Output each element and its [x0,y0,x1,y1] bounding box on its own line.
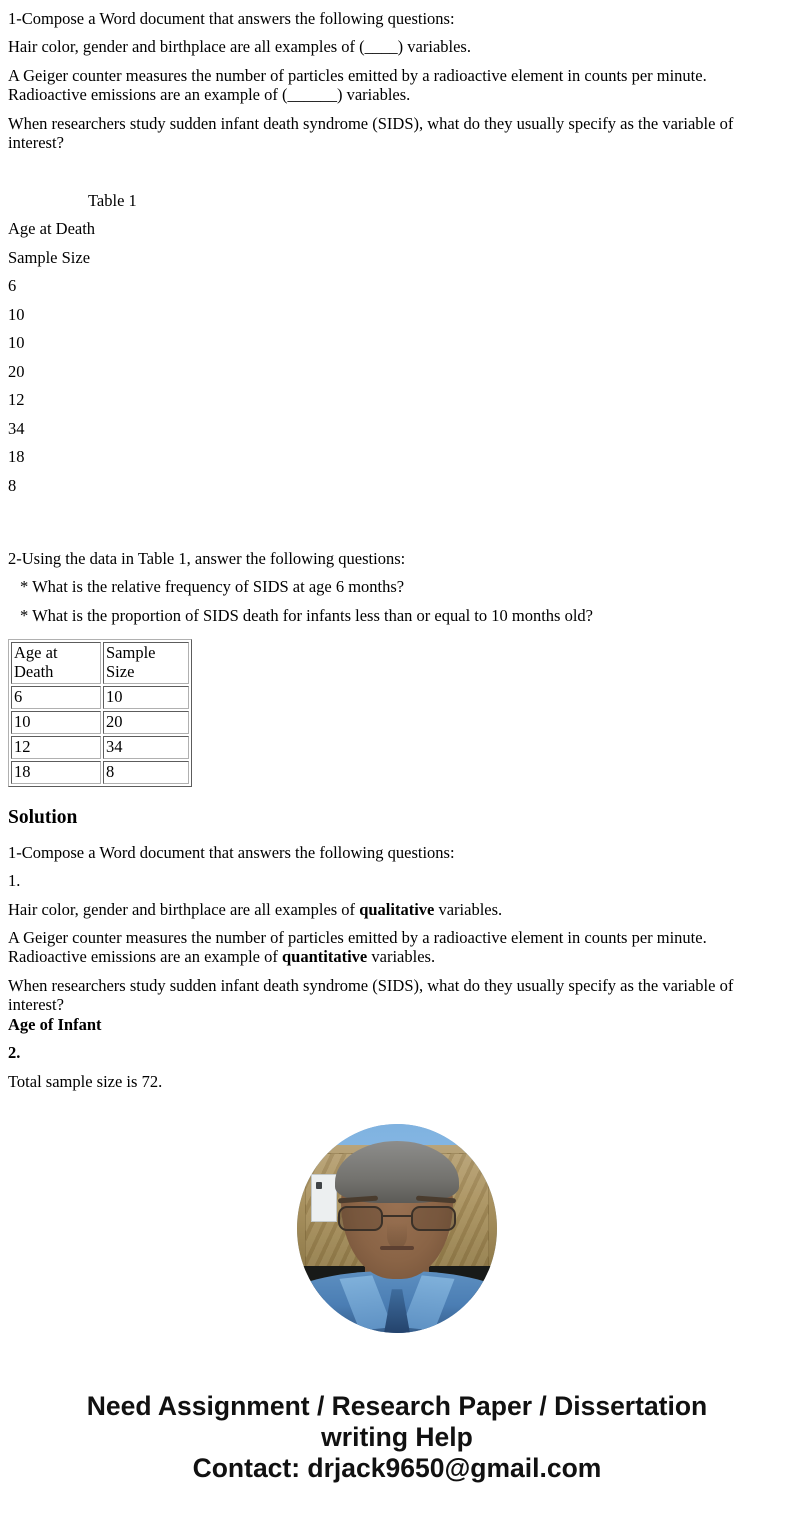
spacer [0,504,794,540]
photo-mouth [380,1246,414,1250]
table1-caption: Table 1 [88,190,137,210]
table1-value: 6 [8,276,17,296]
table-header-cell: Sample Size [103,642,189,684]
sids-data-table [8,639,192,787]
table-cell-age: 18 [11,761,101,784]
solution-answer-1 [0,900,794,919]
solution-item-1-number: 1. [8,871,21,891]
answer-1-suffix: variables. [434,899,503,919]
table-row [11,761,189,784]
table-cell-age: 6 [11,686,101,709]
profile-photo [297,1124,497,1333]
table1-value: 8 [8,475,17,495]
photo-background-switch [311,1174,337,1222]
prompt-question-3: When researchers study sudden infant death syndrome (SIDS), what do they usually specify as the variable of interest? [8,113,734,153]
answer-1-prefix: Hair color, gender and birthplace are all examples of [8,899,360,919]
item-2-number-text: 2. [8,1043,21,1063]
table-cell-sample: 20 [103,711,189,734]
footer-contact-email[interactable]: Contact: drjack9650@gmail.com [192,1452,602,1483]
table1-value: 10 [8,304,25,324]
solution-item-2-number [0,1043,794,1062]
document-page [0,9,794,1484]
prompt-intro: 1-Compose a Word document that answers the following questions: [8,9,455,28]
answer-1-keyword: qualitative [359,899,435,919]
question2-intro: 2-Using the data in Table 1, answer the following questions: [8,548,406,568]
photo-glasses-bridge [383,1215,411,1218]
table-cell-sample: 8 [103,761,189,784]
solution-answer-3 [0,976,794,1034]
photo-lens-left [338,1206,383,1231]
answer-3-keyword: Age of Infant [8,1014,102,1034]
solution-intro: 1-Compose a Word document that answers the following questions: [8,842,455,862]
answer-2-keyword: quantitative [282,947,368,967]
table1-value: 34 [8,418,25,438]
photo-lens-right [411,1206,456,1231]
table-header-row [11,642,189,684]
answer-3-question: When researchers study sudden infant death syndrome (SIDS), what do they usually specify as the variable of interest? [8,975,734,1015]
table-row [11,711,189,734]
table-cell-age: 12 [11,736,101,759]
footer-line-2: writing Help [321,1422,473,1453]
solution-answer-4: Total sample size is 72. [8,1071,163,1091]
answer-2-prefix: A Geiger counter measures the number of particles emitted by a radioactive element in counts per minute. Radioactive emissions are an example of [8,928,707,967]
profile-photo-container [0,1124,794,1333]
table-cell-sample: 10 [103,686,189,709]
prompt-question-2: A Geiger counter measures the number of particles emitted by a radioactive element in counts per minute. Radioactive emissions are an example of (______) variables. [8,65,707,105]
table-row [11,736,189,759]
question2-bullet: * What is the proportion of SIDS death for infants less than or equal to 10 months old? [20,605,593,625]
table1-value: 20 [8,361,25,381]
answer-2-suffix: variables. [367,947,436,967]
spacer [0,162,794,182]
table1-value: 18 [8,447,25,467]
table-cell-age: 10 [11,711,101,734]
footer-line-1: Need Assignment / Research Paper / Dissertation [86,1391,708,1422]
table-cell-sample: 34 [103,736,189,759]
question2-bullet: * What is the relative frequency of SIDS at age 6 months? [20,577,405,597]
solution-heading: Solution [8,807,78,829]
table1-label-age: Age at Death [8,219,96,239]
prompt-question-1: Hair color, gender and birthplace are all examples of (____) variables. [8,37,471,57]
table-header-cell: Age at Death [11,642,101,684]
table1-value: 12 [8,390,25,410]
table1-label-sample: Sample Size [8,247,91,267]
table1-value: 10 [8,333,25,353]
solution-answer-2 [0,928,794,967]
footer-advertisement [0,1391,794,1483]
table-row [11,686,189,709]
